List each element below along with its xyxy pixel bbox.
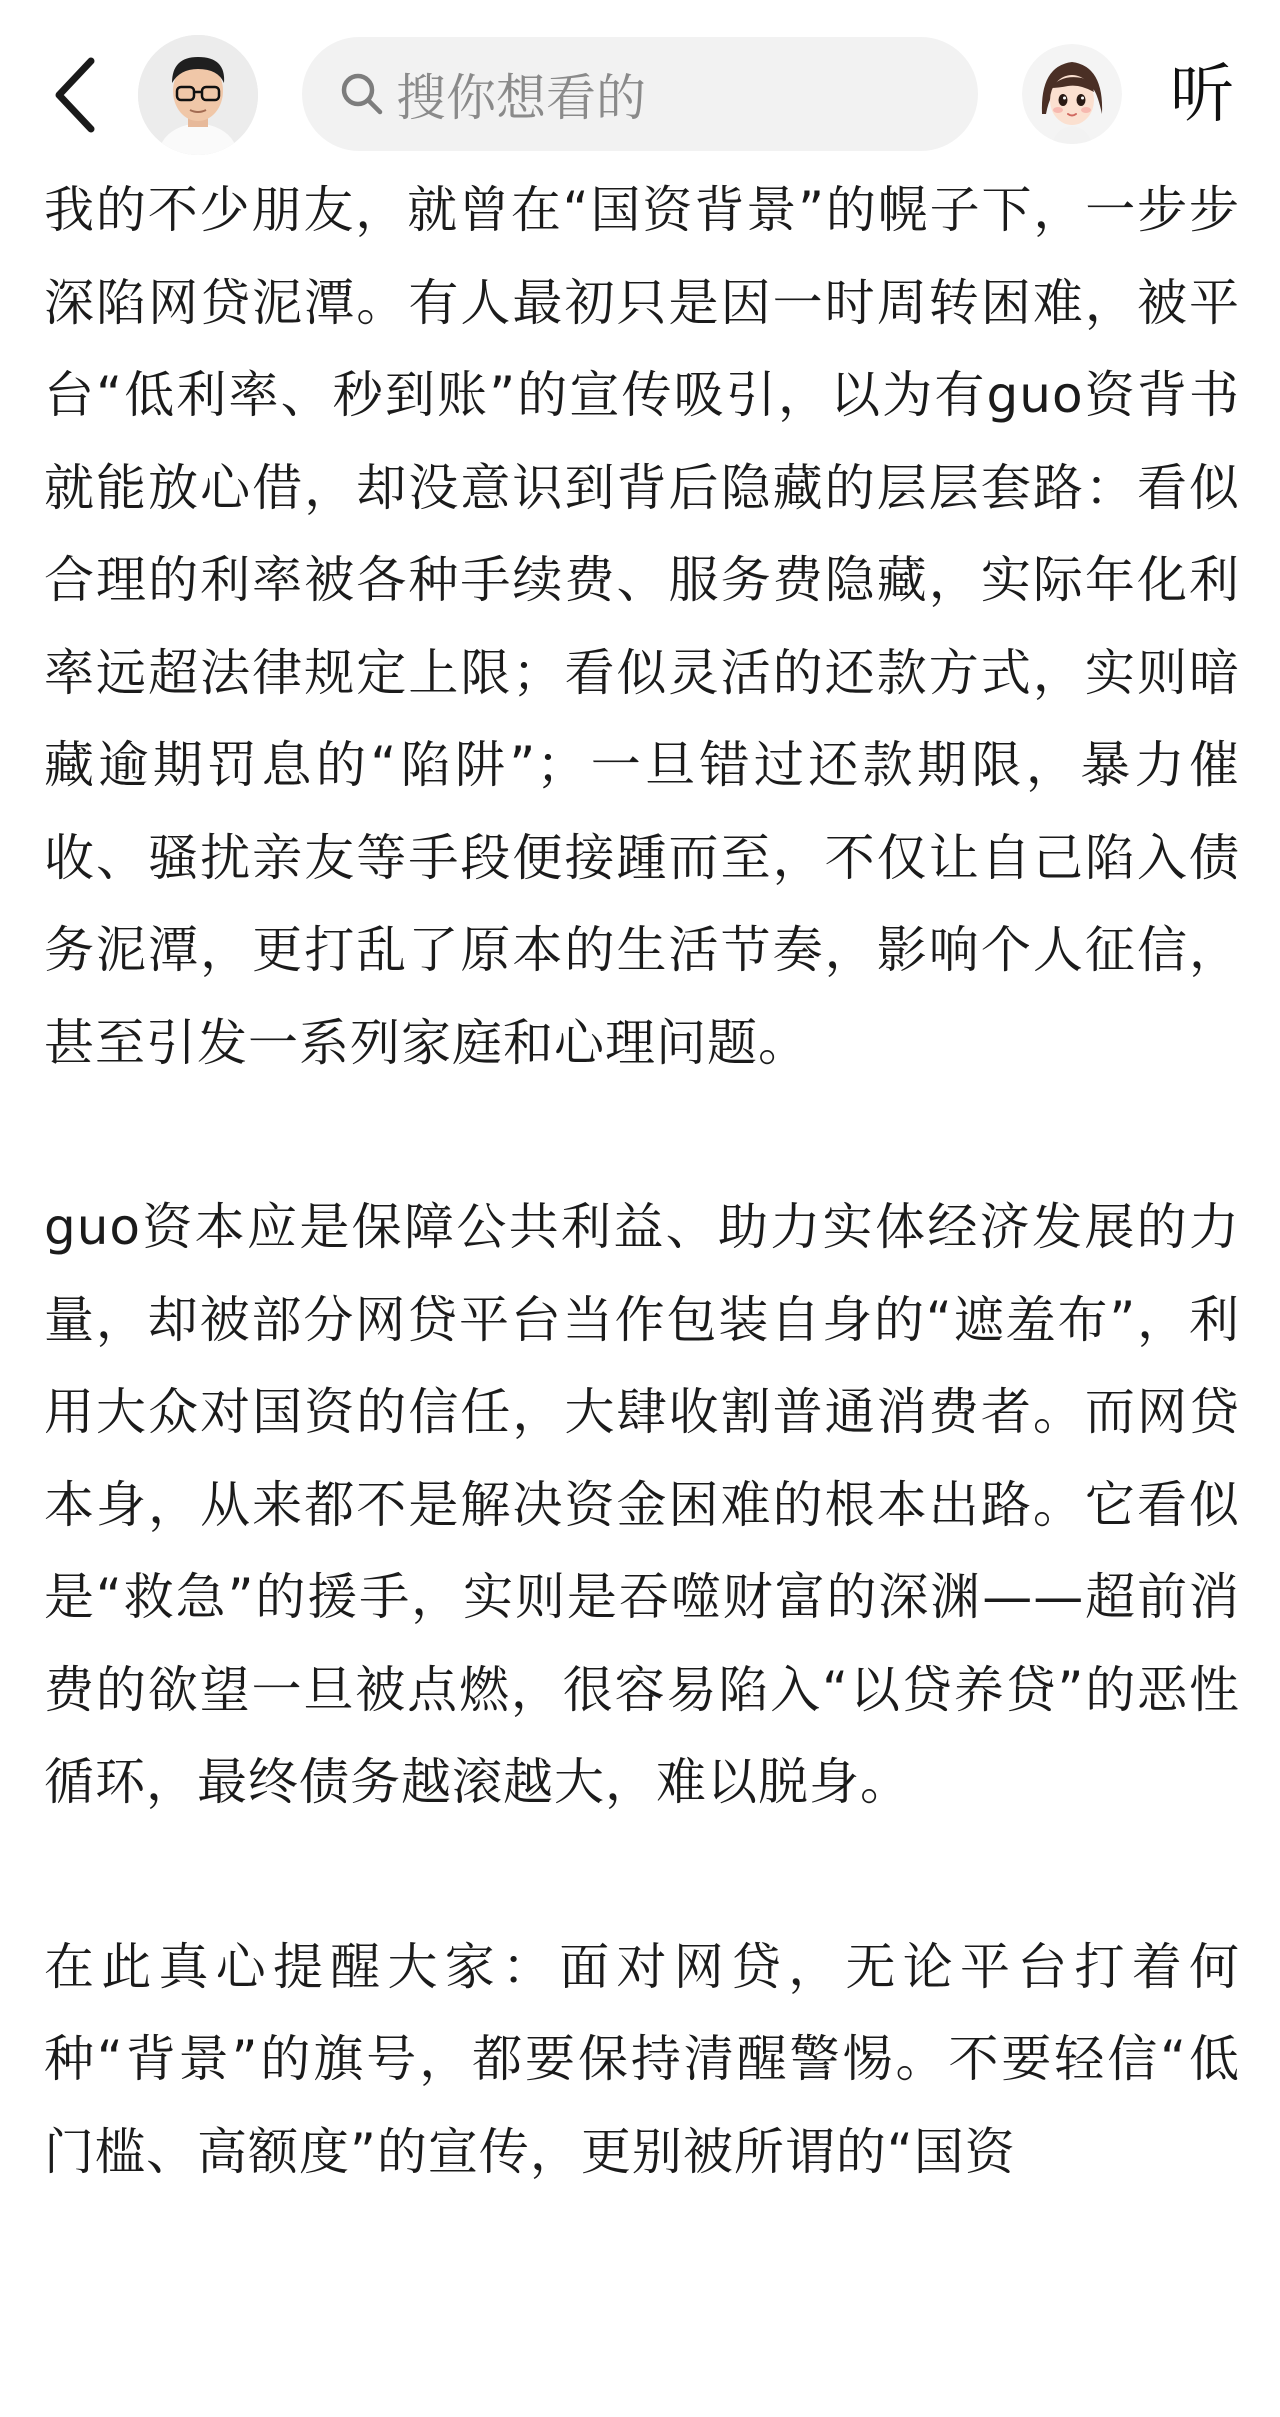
top-navigation-bar: [0, 0, 1280, 190]
search-input[interactable]: [302, 37, 978, 151]
search-icon: [338, 70, 386, 118]
search-placeholder: 搜你想看的: [396, 69, 646, 127]
listen-button[interactable]: 听: [1170, 58, 1234, 132]
back-button[interactable]: [40, 52, 110, 138]
article-paragraph: 我的不少朋友，就曾在“国资背景”的幌子下，一步步深陷网贷泥潭。有人最初只是因一时周转困难，被平台“低利率、秒到账”的宣传吸引，以为有guo资背书就能放心借，却没意识到背后隐藏的层层套路：看似合理的利率被各种手续费、服务费隐藏，实际年化利率远超法律规定上限；看似灵活的还款方式，实则暗藏逾期罚息的“陷阱”；一旦错过还款期限，暴力催收、骚扰亲友等手段便接踵而至，不仅让自己陷入债务泥潭，更打乱了原本的生活节奏，影响个人征信，甚至引发一系列家庭和心理问题。: [44, 181, 1240, 1072]
article-paragraph: 在此真心提醒大家：面对网贷，无论平台打着何种“背景”的旗号，都要保持清醒警惕。不要轻信“低门槛、高额度”的宣传，更别被所谓的“国资: [44, 1937, 1240, 2181]
assistant-avatar[interactable]: [1022, 44, 1122, 144]
article-paragraph: guo资本应是保障公共利益、助力实体经济发展的力量，却被部分网贷平台当作包装自身的“遮羞布”，利用大众对国资的信任，大肆收割普通消费者。而网贷本身，从来都不是解决资金困难的根本出路。它看似是“救急”的援手，实则是吞噬财富的深渊——超前消费的欲望一旦被点燃，很容易陷入“以贷养贷”的恶性循环，最终债务越滚越大，难以脱身。: [44, 1198, 1240, 1811]
author-avatar[interactable]: [138, 35, 258, 155]
article-body: [44, 164, 1240, 2198]
cartoon-girl-icon: [1022, 44, 1122, 144]
person-portrait-icon: [138, 35, 258, 155]
chevron-left-icon: [53, 57, 97, 133]
